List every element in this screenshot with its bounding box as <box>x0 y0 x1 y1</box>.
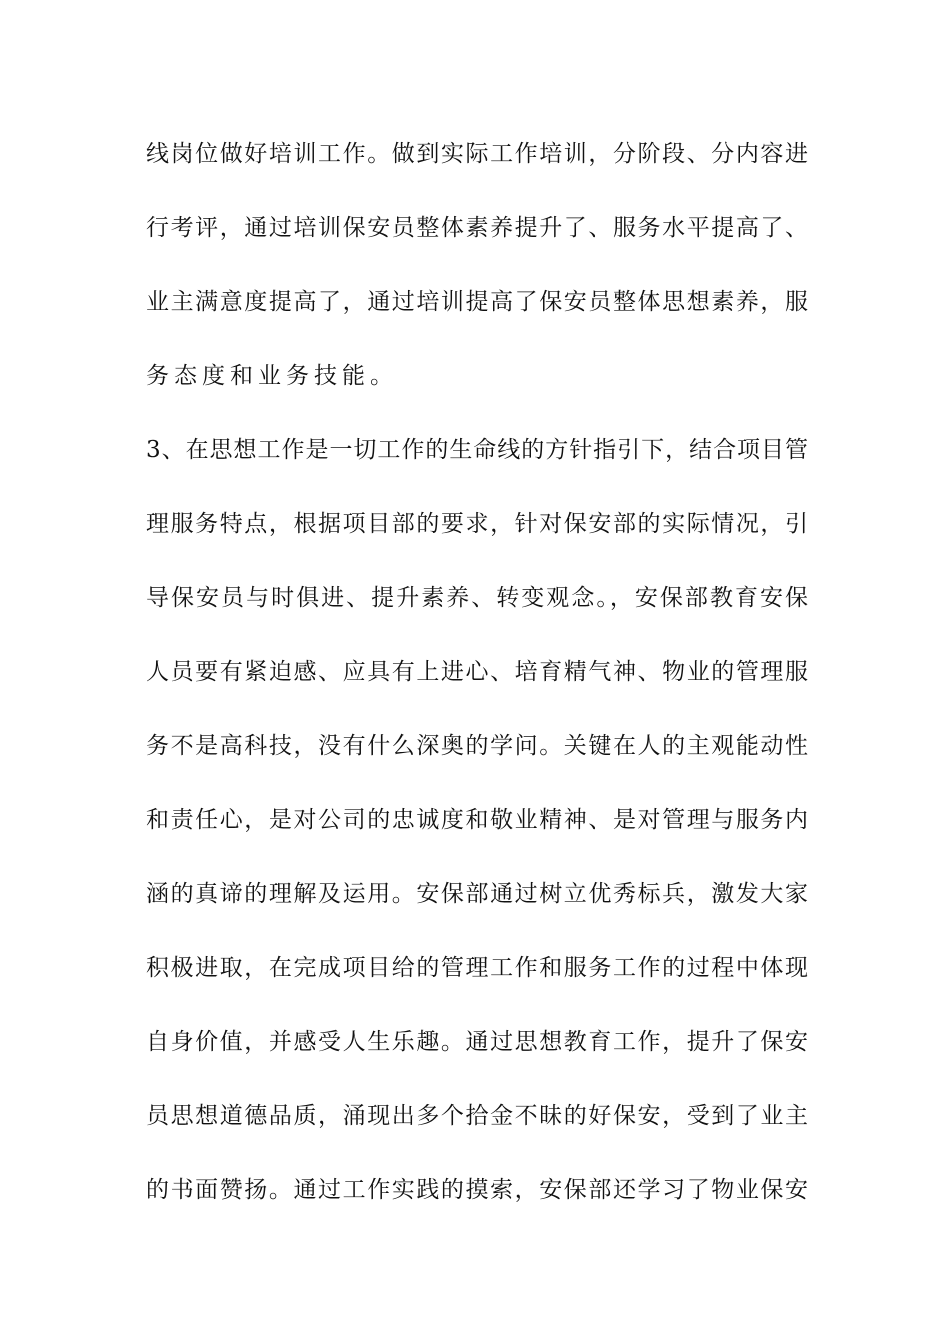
text-line: 人员要有紧迫感、应具有上进心、培育精气神、物业的管理服 <box>146 659 808 685</box>
text-line: 线岗位做好培训工作。做到实际工作培训，分阶段、分内容进 <box>146 141 808 167</box>
text-line: 涵的真谛的理解及运用。安保部通过树立优秀标兵，激发大家 <box>146 881 808 907</box>
text-line: 和责任心，是对公司的忠诚度和敬业精神、是对管理与服务内 <box>146 807 808 833</box>
text-line: 员思想道德品质，涌现出多个拾金不昧的好保安，受到了业主 <box>146 1103 808 1129</box>
body-text <box>146 134 808 1244</box>
text-line: 积极进取，在完成项目给的管理工作和服务工作的过程中体现 <box>146 955 808 981</box>
text-line: 务不是高科技，没有什么深奥的学问。关键在人的主观能动性 <box>146 733 808 759</box>
text-line: 务态度和业务技能。 <box>146 363 398 389</box>
text-line: 导保安员与时俱进、提升素养、转变观念。，安保部教育安保 <box>146 585 808 611</box>
text-line: 理服务特点，根据项目部的要求，针对保安部的实际情况，引 <box>146 511 808 537</box>
text-line: 业主满意度提高了，通过培训提高了保安员整体思想素养，服 <box>146 289 808 315</box>
text-line: 自身价值，并感受人生乐趣。通过思想教育工作，提升了保安 <box>146 1029 808 1055</box>
text-line: 的书面赞扬。通过工作实践的摸索，安保部还学习了物业保安 <box>146 1177 808 1203</box>
text-line: 3、在思想工作是一切工作的生命线的方针指引下，结合项目管 <box>146 437 808 463</box>
text-line: 行考评，通过培训保安员整体素养提升了、服务水平提高了、 <box>146 215 808 241</box>
